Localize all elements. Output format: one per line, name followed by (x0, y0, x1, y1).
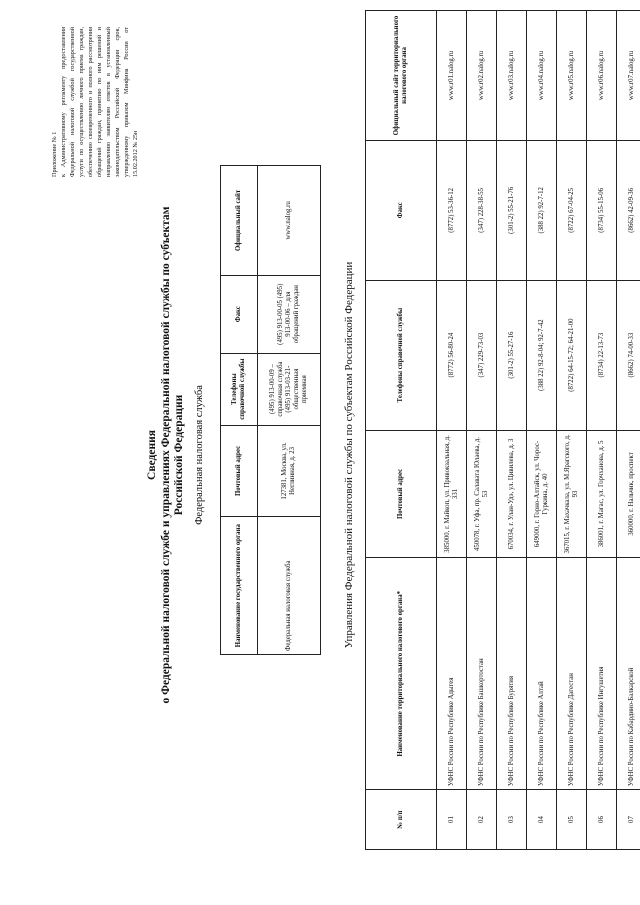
cell-address: 670034, г. Улан-Удэ, ул. Цивилева, д. 3 (497, 430, 527, 558)
table-header-row (366, 11, 437, 850)
cell-address: 367015, г. Махачкала, ул. М.Ярагского, д. 93 (557, 430, 587, 558)
column-header: Наименование государственного органа (221, 517, 258, 655)
cell-name: УФНС России по Республике Дагестан (557, 558, 587, 790)
column-header: Почтовый адрес (366, 430, 437, 558)
cell-fax: (8662) 42-09-36 (617, 140, 640, 280)
cell-address: 450078, г. Уфа, пр. Салавата Юлаева, д. 53 (467, 430, 497, 558)
cell-fax: (8734) 55-15-06 (587, 140, 617, 280)
cell-phones: (8772) 56-80-24 (437, 280, 467, 430)
cell-name: Федеральная налоговая служба (258, 517, 321, 655)
cell-phones: (301-2) 55-27-16 (497, 280, 527, 430)
cell-name: УФНС России по Республике Башкортостан (467, 558, 497, 790)
cell-address: 360000, г. Нальчик, проспект (617, 430, 640, 558)
appendix-line: к Административному регламенту предоставления Федеральной налоговой службой государственной услуги по осуществлению личного приема граждан, обеспечению своевременного и полного рассмотрения обращений граждан, принятию по ним решений и направлению заявителям ответов в установленный законодательством Российской Федерации срок, утвержденному приказом Минфина России от 15.02.2012 № 25н (60, 27, 139, 177)
cell-number: 05 (557, 790, 587, 850)
cell-site: www.r02.nalog.ru (467, 11, 497, 141)
table-row (258, 166, 321, 655)
document-title (146, 175, 187, 735)
cell-fax: (388 22) 92-7-12 (527, 140, 557, 280)
appendix-line: Приложение № 1 (51, 131, 58, 177)
cell-name: УФНС России по Республике Алтай (527, 558, 557, 790)
federal-section-caption: Федеральная налоговая служба (194, 385, 205, 525)
column-header: Факс (221, 275, 258, 353)
cell-name: УФНС России по Кабардино-Балкарской (617, 558, 640, 790)
table-row (497, 11, 527, 850)
column-header: Наименование территориального налогового органа* (366, 558, 437, 790)
federal-service-table (220, 165, 321, 655)
column-header: Официальный сайт (221, 166, 258, 276)
column-header: № п/п (366, 790, 437, 850)
cell-site: www.r07.nalog.ru (617, 11, 640, 141)
cell-address: 386001, г. Магас, ул. Горчханова, д. 5 (587, 430, 617, 558)
cell-address: 127381, Москва, ул. Неглинная, д. 23 (258, 425, 321, 517)
cell-number: 03 (497, 790, 527, 850)
cell-number: 02 (467, 790, 497, 850)
cell-name: УФНС России по Республике Адыгея (437, 558, 467, 790)
column-header: Почтовый адрес (221, 425, 258, 517)
cell-name: УФНС России по Республике Бурятия (497, 558, 527, 790)
cell-fax: (301-2) 55-21-76 (497, 140, 527, 280)
cell-address: 385000, г. Майкоп, ул. Привокзальная, д. 331 (437, 430, 467, 558)
table-row (617, 11, 640, 850)
table-row (587, 11, 617, 850)
cell-phones: (347) 229-73-03 (467, 280, 497, 430)
cell-fax: (8772) 53-36-12 (437, 140, 467, 280)
cell-fax: (8722) 67-04-25 (557, 140, 587, 280)
cell-number: 06 (587, 790, 617, 850)
cell-fax: (495) 913-00-05 (495) 913-00-06 – для обращений граждан (258, 275, 321, 353)
column-header: Телефоны справочной службы (366, 280, 437, 430)
cell-site: www.r01.nalog.ru (437, 11, 467, 141)
column-header: Официальный сайт территориального налогового органа (366, 11, 437, 141)
cell-site: www.r06.nalog.ru (587, 11, 617, 141)
appendix-note (50, 27, 140, 177)
table-header-row (221, 166, 258, 655)
regional-offices-table (365, 10, 640, 850)
table-row (557, 11, 587, 850)
cell-number: 07 (617, 790, 640, 850)
cell-phones: (495) 913-00-09 – справочная служба (495) 913-03-21- общественная приемная (258, 353, 321, 425)
cell-name: УФНС России по Республике Ингушетия (587, 558, 617, 790)
column-header: Факс (366, 140, 437, 280)
title-line: Сведения (146, 430, 158, 480)
title-line: о Федеральной налоговой службе и управлениях Федеральной налоговой службы по субъектам (159, 206, 172, 704)
cell-number: 04 (527, 790, 557, 850)
table-row (527, 11, 557, 850)
column-header: Телефоны справочной службы (221, 353, 258, 425)
title-line: Российской Федерации (173, 394, 185, 516)
table-row (467, 11, 497, 850)
cell-site: www.nalog.ru (258, 166, 321, 276)
cell-phones: (8734) 22-13-73 (587, 280, 617, 430)
cell-fax: (347) 228-38-55 (467, 140, 497, 280)
regions-section-caption: Управления Федеральной налоговой службы по субъектам Российской Федерации (343, 261, 355, 649)
cell-phones: (8722) 64-15-72; 64-21-00 (557, 280, 587, 430)
cell-site: www.r04.nalog.ru (527, 11, 557, 141)
cell-site: www.r03.nalog.ru (497, 11, 527, 141)
cell-phones: (388 22) 92-8-04; 92-7-42 (527, 280, 557, 430)
table-row (437, 11, 467, 850)
cell-number: 01 (437, 790, 467, 850)
cell-site: www.r05.nalog.ru (557, 11, 587, 141)
cell-address: 649000, г. Горно-Алтайск, ул. Чорос-Гуркина, д. 40 (527, 430, 557, 558)
cell-phones: (8662) 74-00-33 (617, 280, 640, 430)
